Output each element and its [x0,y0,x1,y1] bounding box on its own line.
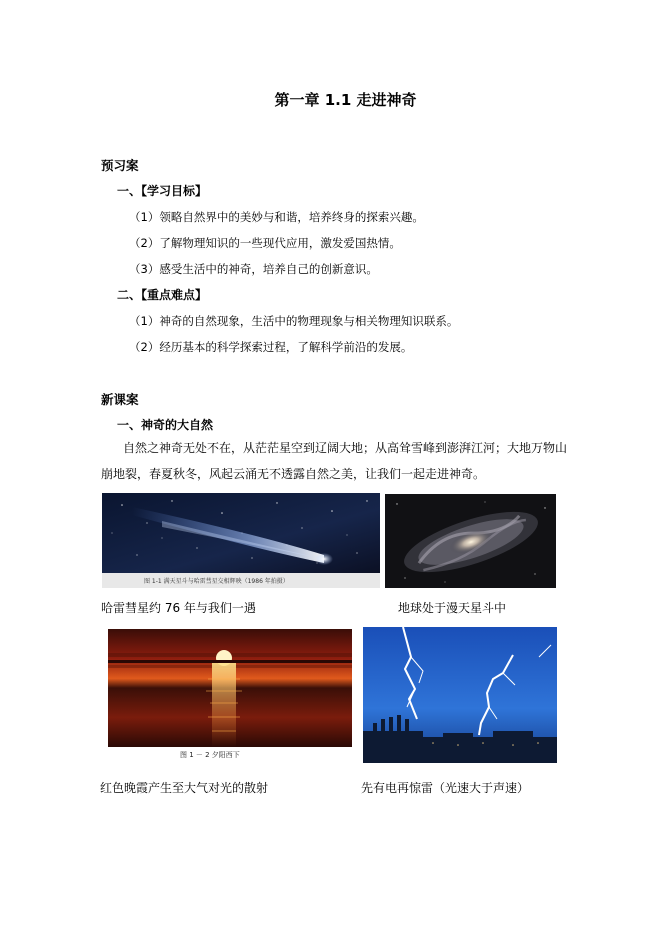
goal-item-1: （1）领略自然界中的美妙与和谐，培养终身的探索兴趣。 [129,210,424,224]
goal-item-3: （3）感受生活中的神奇，培养自己的创新意识。 [129,262,378,276]
preview-heading: 预习案 [101,158,139,173]
focus-heading: 二、【重点难点】 [117,288,208,302]
sunset-inner-caption: 图 1 － 2 夕阳西下 [180,751,240,759]
comet-image [102,493,380,588]
section1-paragraph: 自然之神奇无处不在，从茫茫星空到辽阔大地；从高耸雪峰到澎湃江河；大地万物山崩地裂，春夏秋冬，风起云涌无不透露自然之美，让我们一起走进神奇。 [101,441,568,481]
section1-heading: 一、神奇的大自然 [117,418,214,432]
goals-heading: 一、【学习目标】 [117,184,208,198]
focus-item-2: （2）经历基本的科学探索过程，了解科学前沿的发展。 [129,340,413,354]
sunset-caption: 红色晚霞产生至大气对光的散射 [100,781,269,795]
focus-item-1: （1）神奇的自然现象，生活中的物理现象与相关物理知识联系。 [129,314,459,328]
lightning-caption: 先有电再惊雷（光速大于声速） [361,781,530,795]
sunset-image [108,629,352,763]
goal-item-2: （2）了解物理知识的一些现代应用，激发爱国热情。 [129,236,401,250]
lesson-heading: 新课案 [101,392,139,407]
galaxy-caption: 地球处于漫天星斗中 [398,601,507,615]
lightning-image [363,627,557,763]
galaxy-image [385,494,556,588]
comet-caption: 哈雷彗星约 76 年与我们一遇 [101,601,256,615]
comet-inner-caption: 图 1-1 满天星斗与哈雷彗星交相辉映（1986 年拍摄） [144,578,289,585]
page-title: 第一章 1.1 走进神奇 [274,91,417,109]
